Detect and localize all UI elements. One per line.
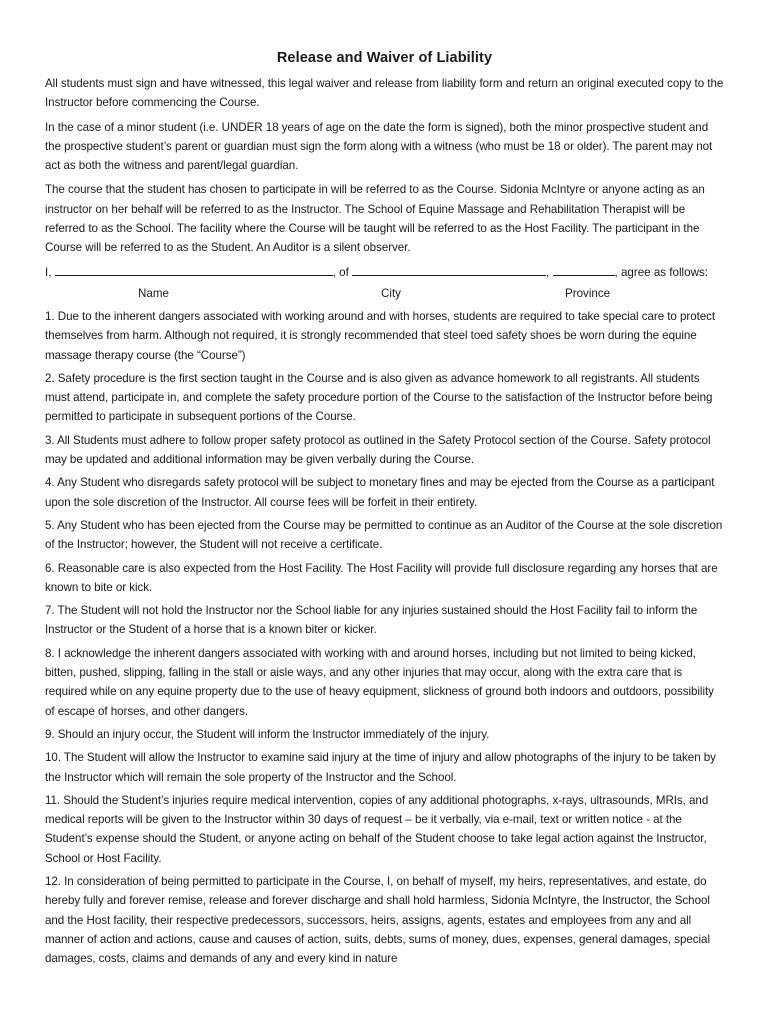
clause-9: 9. Should an injury occur, the Student will inform the Instructor immediately of the injury. bbox=[45, 727, 490, 741]
name-label: Name bbox=[138, 286, 169, 300]
participant-fill-line bbox=[45, 263, 724, 282]
clause-5: 5. Any Student who has been ejected from the Course may be permitted to continue as an Auditor of the Course at the sole discretion of the Instructor; however, the Student will not receive a certificate. bbox=[45, 518, 723, 552]
clause-2: 2. Safety procedure is the first section taught in the Course and is also given as advance homework to all registrants. All students must attend, participate in, and complete the safety procedure portion of the Course to the satisfaction of the Instructor before being permitted to participate in subsequent portions of the Course. bbox=[45, 371, 713, 424]
clause-6: 6. Reasonable care is also expected from the Host Facility. The Host Facility will provide full disclosure regarding any horses that are known to bite or kick. bbox=[45, 561, 718, 594]
fill-of-text: , of bbox=[332, 265, 349, 279]
clause-8: 8. I acknowledge the inherent dangers associated with working with and around horses, including but not limited to being kicked, bitten, pushed, slipping, falling in the stall or aisle ways, and any other injuries that may occur, along with the extra care that is required while on any equine property due to the use of heavy equipment, slickness of ground both indoors and outdoors, possibility of escape of horses, and other dangers. bbox=[45, 646, 714, 718]
intro-paragraph-2: In the case of a minor student (i.e. UNDER 18 years of age on the date the form is signed), both the minor prospective student and the prospective student’s parent or guardian must sign the form along with a witness (who must be 18 or older). The parent may not act as both the witness and parent/legal guardian. bbox=[45, 120, 713, 173]
clause-10: 10. The Student will allow the Instructor to examine said injury at the time of injury and allow photographs of the injury to be taken by the Instructor which will remain the sole property of the Instructor and the School. bbox=[45, 751, 716, 784]
province-blank-field[interactable] bbox=[553, 263, 615, 276]
clause-11: 11. Should the Student’s injuries require medical intervention, copies of any additional photographs, x-rays, ultrasounds, MRIs, and medical reports will be given to the Instructor within 30 days of request – be it verbally, via e-mail, text or written notice - at the Student’s expense should the Student, or anyone acting on behalf of the Student choose to take legal action against the Instructor, School or Host Facility. bbox=[45, 793, 709, 865]
clause-7: 7. The Student will not hold the Instructor nor the School liable for any injuries sustained should the Host Facility fail to inform the Instructor or the Student of a horse that is a known biter or kicker. bbox=[45, 604, 698, 637]
intro-paragraph-3: The course that the student has chosen to participate in will be referred to as the Course. Sidonia McIntyre or anyone acting as an instructor on her behalf will be referred to as the Instructor. The School of Equine Massage and Rehabilitation Therapist will be referred to as the School. The facility where the Course will be taught will be referred to as the Host Facility. The participant in the Course will be referred to as the Student. An Auditor is a silent observer. bbox=[45, 183, 705, 255]
clause-12: 12. In consideration of being permitted to participate in the Course, I, on behalf of myself, my heirs, representatives, and estate, do hereby fully and forever remise, release and forever discharge and shall hold harmless, Sidonia McIntyre, the Instructor, the School and the Host facility, their respective predecessors, successors, heirs, assigns, agents, estates and employees from any and all manner of action and actions, cause and causes of action, suits, debts, sums of money, dues, expenses, general damages, special damages, costs, claims and demands of any and every kind in nature bbox=[45, 874, 710, 966]
city-blank-field[interactable] bbox=[352, 263, 546, 276]
document-title: Release and Waiver of Liability bbox=[276, 50, 493, 66]
fill-suffix: , agree as follows: bbox=[614, 265, 708, 279]
fill-line-labels bbox=[45, 284, 724, 303]
clauses-list bbox=[45, 307, 724, 969]
clause-1: 1. Due to the inherent dangers associated with working around and with horses, students are required to take special care to protect themselves from harm. Although not required, it is strongly recommended that steel toed safety shoes be worn during the equine massage therapy course (the “Course”) bbox=[45, 309, 716, 362]
city-label: City bbox=[381, 286, 401, 300]
name-blank-field[interactable] bbox=[55, 263, 333, 276]
clause-4: 4. Any Student who disregards safety protocol will be subject to monetary fines and may be ejected from the Course as a participant upon the sole discretion of the Instructor. All course fees will be forfeit in their entirety. bbox=[45, 476, 715, 509]
intro-paragraph-1: All students must sign and have witnessed, this legal waiver and release from liability form and return an original executed copy to the Instructor before commencing the Course. bbox=[45, 77, 724, 110]
clause-3: 3. All Students must adhere to follow proper safety protocol as outlined in the Safety Protocol section of the Course. Safety protocol may be updated and additional information may be given verbally during the Course. bbox=[45, 433, 711, 467]
fill-comma: , bbox=[546, 265, 550, 279]
fill-prefix: I, bbox=[45, 265, 52, 279]
province-label: Province bbox=[565, 286, 611, 300]
